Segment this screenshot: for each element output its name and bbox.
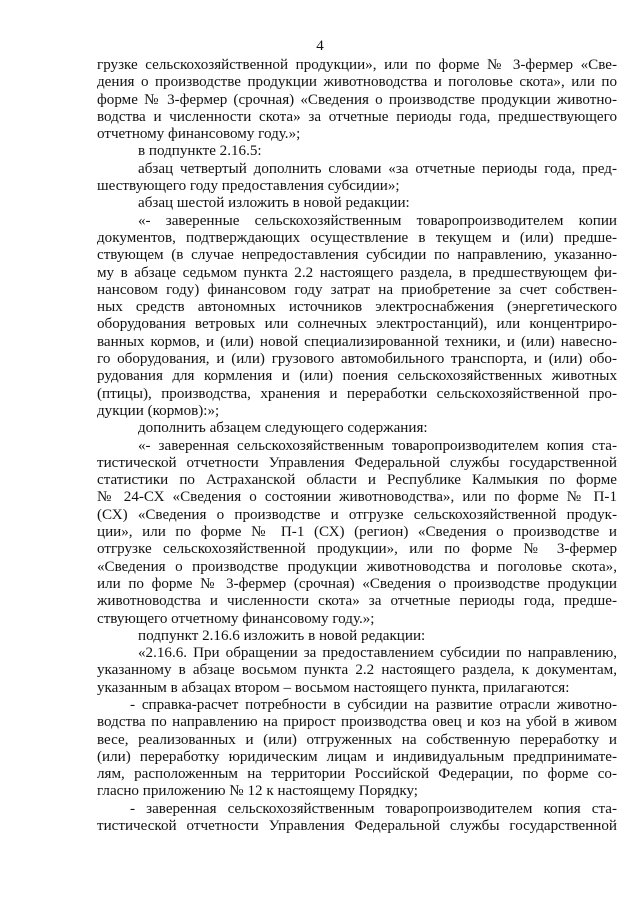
text-line: «Сведения о производстве продукции животноводства и поголовье скота»,	[97, 558, 617, 575]
text-line: подпункт 2.16.6 изложить в новой редакции:	[138, 627, 426, 644]
text-line: лям, расположенным на территории Российской Федерации, по форме со-	[97, 766, 617, 783]
text-line: абзац четвертый дополнить словами «за отчетные периоды года, пред-	[138, 160, 617, 177]
text-line: шествующего году предоставления субсидии»;	[97, 178, 400, 195]
text-line: (или) переработку юридическим лицам и индивидуальным предпринимате-	[97, 748, 617, 765]
text-line: «- заверенные сельскохозяйственным товаропроизводителем копии	[138, 212, 617, 229]
text-line: дения о производстве продукции животноводства и поголовье скота», или по	[97, 74, 617, 91]
text-line: дополнить абзацем следующего содержания:	[138, 420, 428, 437]
text-line: «2.16.6. При обращении за предоставлением субсидии по направлению,	[138, 645, 617, 662]
text-line: отгрузке сельскохозяйственной продукции», или по форме № 3-фермер	[97, 541, 617, 558]
text-line: «- заверенная сельскохозяйственным товаропроизводителем копия ста-	[138, 437, 617, 454]
text-line: ванных кормов, и (или) новой специализированной техники, и (или) навесно-	[97, 333, 617, 350]
text-line: отчетному финансовому году.»;	[97, 126, 301, 143]
text-line: тистической отчетности Управления Федеральной службы государственной	[97, 818, 617, 835]
text-line: - справка-расчет потребности в субсидии на развитие отрасли животно-	[130, 696, 617, 713]
text-line: указанному в абзаце восьмом пункта 2.2 настоящего раздела, к документам,	[97, 662, 617, 679]
document-body	[97, 57, 617, 835]
text-line: в подпункте 2.16.5:	[138, 143, 262, 160]
text-line: животноводства и численности скота» за отчетные периоды года, предше-	[97, 593, 617, 610]
text-line: рудования для кормления и (или) поения сельскохозяйственных животных	[97, 368, 617, 385]
text-line: оборудования ветровых или солнечных электростанций), или концентриро-	[97, 316, 617, 333]
text-line: гласно приложению № 12 к настоящему Порядку;	[97, 783, 418, 800]
text-line: (птицы), производства, хранения и переработки сельскохозяйственной про-	[97, 385, 617, 402]
text-line: абзац шестой изложить в новой редакции:	[138, 195, 410, 212]
page-number: 4	[316, 38, 324, 54]
text-line: водства и численности скота» за отчетные периоды года, предшествующего	[97, 108, 617, 125]
text-line: водства по направлению на прирост производства овец и коз на убой в живом	[97, 714, 617, 731]
text-line: форме № 3-фермер (срочная) «Сведения о производстве продукции животно-	[97, 91, 617, 108]
text-line: му в абзаце седьмом пункта 2.2 настоящего раздела, в предшествующем фи-	[97, 264, 617, 281]
text-line: ствующего отчетному финансовому году.»;	[97, 610, 375, 627]
text-line: тистической отчетности Управления Федеральной службы государственной	[97, 454, 617, 471]
text-line: № 24-СХ «Сведения о состоянии животноводства», или по форме № П-1	[97, 489, 617, 506]
text-line: нансовом году) финансовом году затрат на приобретение за счет собствен-	[97, 281, 617, 298]
text-line: (СХ) «Сведения о производстве и отгрузке сельскохозяйственной продук-	[97, 506, 617, 523]
text-line: указанным в абзацах втором – восьмом настоящего пункта, прилагаются:	[97, 679, 570, 696]
text-line: дукции (кормов):»;	[97, 402, 220, 419]
text-line: ствующем (в случае непредоставления субсидии по направлению, указанно-	[97, 247, 617, 264]
text-line: грузке сельскохозяйственной продукции», или по форме № 3-фермер «Све-	[97, 57, 617, 73]
text-line: документов, подтверждающих осуществление в текущем и (или) предше-	[97, 229, 617, 246]
text-line: го оборудования, и (или) грузового автомобильного транспорта, и (или) обо-	[97, 351, 617, 368]
text-line: - заверенная сельскохозяйственным товаропроизводителем копия ста-	[130, 800, 617, 817]
text-line: статистики по Астраханской области и Республике Калмыкия по форме	[97, 472, 617, 489]
text-line: ных средств автономных источников электроснабжения (энергетического	[97, 299, 617, 316]
text-line: ции», или по форме № П-1 (СХ) (регион) «Сведения о производстве и	[97, 524, 617, 541]
text-line: весе, реализованных и (или) отгруженных на собственную переработку и	[97, 731, 617, 748]
text-line: или по форме № 3-фермер (срочная) «Сведения о производстве продукции	[97, 575, 617, 592]
